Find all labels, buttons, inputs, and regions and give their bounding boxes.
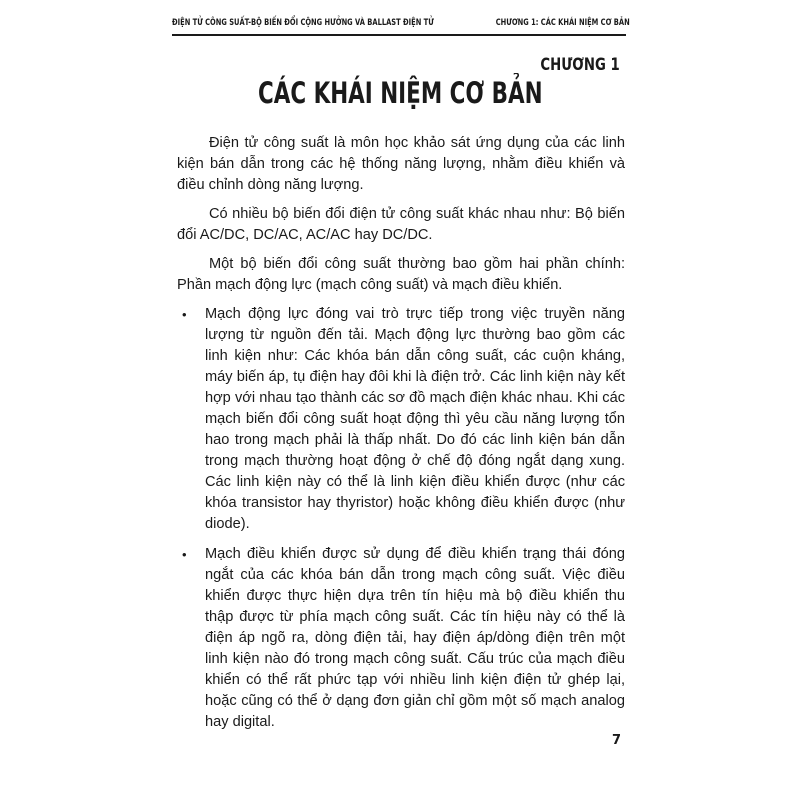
chapter-title-text: CÁC KHÁI NIỆM CƠ BẢN	[257, 76, 543, 110]
page-number: 7	[612, 733, 622, 748]
paragraph: Điện tử công suất là môn học khảo sát ứng dụng của các linh kiện bán dẫn trong các hệ thống năng lượng, nhằm điều khiển và điều chỉnh dòng năng lượng.	[177, 135, 625, 193]
running-header	[172, 18, 630, 32]
bullet-text: Mạch điều khiển được sử dụng để điều khiển trạng thái đóng ngắt của các khóa bán dẫn trong mạch công suất. Việc điều khiển được thực hiện dựa trên tín hiệu mà bộ điều khiển thu thập được từ phía mạch công suất. Các tín hiệu này có thể là điện áp ngõ ra, dòng điện tải, hay điện áp/dòng điện trên một linh kiện nào đó trong mạch công suất. Cấu trúc của mạch điều khiển có thể rất phức tạp với nhiều linh kiện điện tử ghép lại, hoặc cũng có thể ở dạng đơn giản chỉ gồm một số mạch analog hay digital.	[205, 546, 625, 730]
bullet-text: Mạch động lực đóng vai trò trực tiếp trong việc truyền năng lượng từ nguồn đến tải. Mạch động lực thường bao gồm các linh kiện như: Các khóa bán dẫn công suất, các cuộn kháng, máy biến áp, tụ điện hay đôi khi là điện trở. Các linh kiện này kết hợp với nhau tạo thành các sơ đồ mạch điện khác nhau. Khi các mạch biến đổi công suất hoạt động thì yêu cầu năng lượng tổn hao trong mạch phải là thấp nhất. Do đó các linh kiện bán dẫn trong mạch thường hoạt động ở chế độ đóng ngắt dạng xung. Các linh kiện này có thể là linh kiện điều khiển được (như các khóa transistor hay thyristor) hoặc không điều khiển được (như diode).	[205, 306, 625, 532]
body-text	[177, 133, 625, 742]
bullet-dot-icon: •	[182, 547, 187, 562]
bullet-item	[177, 544, 625, 733]
bullet-dot-icon: •	[182, 307, 187, 322]
running-header-chapter: CHƯƠNG 1: CÁC KHÁI NIỆM CƠ BẢN	[495, 18, 630, 28]
paragraph: Một bộ biến đổi công suất thường bao gồm hai phần chính: Phần mạch động lực (mạch công suất) và mạch điều khiển.	[177, 256, 625, 293]
bullet-item	[177, 304, 625, 535]
chapter-title	[0, 76, 800, 110]
bullet-list	[177, 304, 625, 733]
chapter-label: CHƯƠNG 1	[540, 55, 620, 75]
header-rule	[172, 34, 626, 36]
paragraph: Có nhiều bộ biến đổi điện tử công suất khác nhau như: Bộ biến đổi AC/DC, DC/AC, AC/AC hay DC/DC.	[177, 206, 625, 243]
running-header-book-title: ĐIỆN TỬ CÔNG SUẤT-BỘ BIẾN ĐỔI CỘNG HƯỞNG VÀ BALLAST ĐIỆN TỬ	[172, 18, 434, 28]
